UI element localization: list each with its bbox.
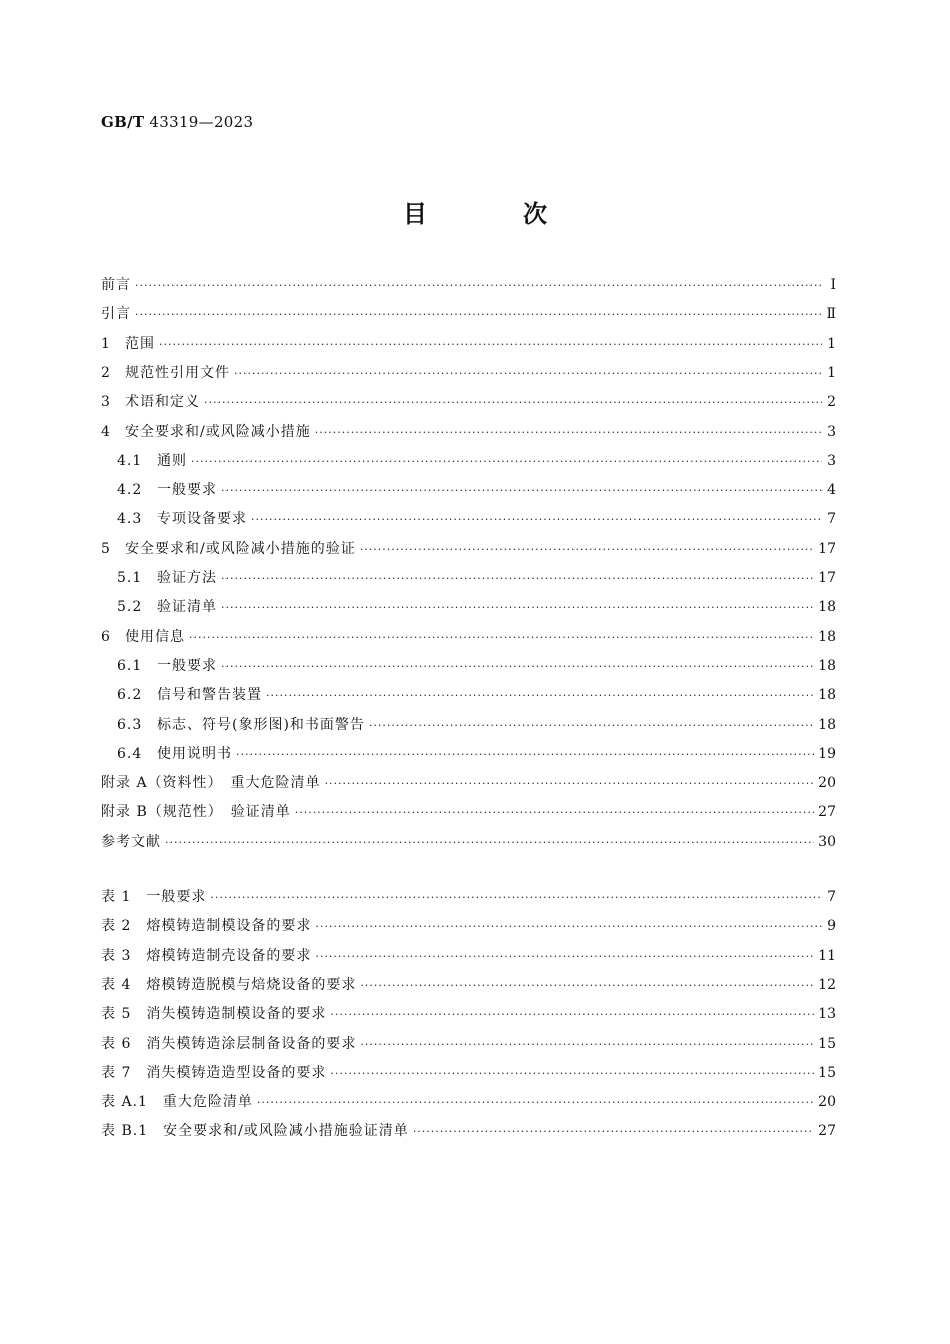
dot-leader (236, 744, 814, 766)
toc-entry-label: 前言 (101, 277, 131, 293)
dot-leader (360, 975, 814, 997)
toc-entry-label: 安全要求和/或风险减小措施的验证 (125, 540, 356, 557)
toc-entry-label: 引言 (101, 306, 131, 323)
toc-entry-title (101, 714, 365, 736)
dot-leader (135, 275, 822, 297)
toc-entry-label: 附录 B（规范性） 验证清单 (101, 804, 291, 821)
dot-leader (369, 715, 814, 737)
toc-entry-number: 6.1 (117, 657, 143, 674)
table-list-entry[interactable] (101, 1003, 836, 1025)
dot-leader (221, 568, 814, 590)
dot-leader (315, 916, 822, 938)
toc-entry-title (101, 743, 232, 765)
toc-entry-page: 4 (827, 482, 836, 499)
dot-leader (234, 363, 822, 385)
toc-entry-title (101, 538, 356, 560)
table-list-page: 13 (818, 1006, 836, 1023)
toc-entry-label: 验证清单 (157, 599, 217, 616)
toc-entry-page: 19 (818, 745, 836, 762)
toc-entry-title (101, 479, 217, 501)
table-list-entry[interactable] (101, 1033, 836, 1055)
toc-entry-page: Ⅱ (826, 306, 836, 323)
toc-entry-number: 6.3 (117, 716, 143, 733)
toc-entry-label: 范围 (125, 335, 155, 352)
toc-entry-number: 6.4 (117, 745, 143, 762)
toc-entry[interactable] (101, 303, 836, 325)
dot-leader (325, 773, 815, 795)
toc-entry-number: 4.1 (117, 452, 143, 469)
toc-entry[interactable] (101, 684, 836, 706)
dot-leader (204, 392, 822, 414)
toc-entry-label: 术语和定义 (125, 394, 200, 411)
toc-entry-title (101, 391, 200, 413)
dot-leader (221, 480, 822, 502)
table-list-label: 表 3 熔模铸造制壳设备的要求 (101, 947, 312, 964)
toc-entry[interactable] (101, 596, 836, 618)
table-list-page: 15 (818, 1064, 836, 1081)
toc-entry-label: 专项设备要求 (157, 511, 247, 528)
toc-entry-number: 5.2 (117, 599, 143, 616)
table-list-entry[interactable] (101, 886, 836, 908)
dot-leader (251, 509, 822, 531)
table-list-page: 12 (818, 976, 836, 993)
table-list-page: 20 (818, 1094, 836, 1111)
toc-entry-title (101, 831, 161, 853)
toc-entry-label: 验证方法 (157, 570, 217, 586)
dot-leader (315, 946, 814, 968)
toc-entry[interactable] (101, 362, 836, 384)
toc-entry-title (101, 508, 247, 530)
toc-entry-page: 30 (818, 833, 836, 850)
toc-entry-page: 18 (818, 599, 836, 616)
table-list-label: 表 4 熔模铸造脱模与焙烧设备的要求 (101, 976, 357, 993)
toc-entry-label: 信号和警告装置 (157, 687, 262, 704)
table-list-label: 表 B.1 安全要求和/或风险减小措施验证清单 (101, 1123, 409, 1140)
dot-leader (159, 334, 822, 356)
toc-entry-page: 18 (818, 687, 836, 704)
toc-entry-label: 使用说明书 (157, 745, 232, 762)
toc-entry-number: 4.3 (117, 511, 143, 528)
toc-entry-number: 2 (101, 364, 111, 381)
table-list-page: 7 (827, 889, 836, 905)
toc-entry-number: 6.2 (117, 687, 143, 704)
toc-entry-title (101, 421, 311, 443)
toc-entry-page: 20 (818, 775, 836, 792)
toc-entry-page: 17 (818, 540, 836, 557)
toc-entry-number: 1 (101, 335, 111, 352)
toc-entry-title (101, 362, 230, 384)
page-title: 目 次 (403, 199, 583, 228)
toc-entry-title (101, 450, 187, 472)
toc-entry-page: 7 (827, 511, 836, 528)
table-list-label: 表 5 消失模铸造制模设备的要求 (101, 1006, 327, 1023)
dot-leader (257, 1092, 814, 1114)
toc-entry-page: 3 (827, 423, 836, 440)
toc-entry-label: 规范性引用文件 (125, 364, 230, 381)
toc-entry-page: 2 (827, 394, 836, 411)
toc-entry-page: Ⅰ (830, 277, 836, 293)
table-list-label: 表 7 消失模铸造造型设备的要求 (101, 1064, 327, 1081)
dot-leader (330, 1004, 814, 1026)
dot-leader (413, 1121, 814, 1143)
toc-entry-label: 通则 (157, 452, 187, 469)
toc-entry-page: 1 (827, 364, 836, 381)
toc-entry-number: 4.2 (117, 482, 143, 499)
dot-leader (315, 422, 822, 444)
dot-leader (221, 656, 814, 678)
table-list-label: 表 2 熔模铸造制模设备的要求 (101, 918, 312, 935)
toc-entry-title (101, 274, 131, 296)
dot-leader (360, 1034, 814, 1056)
toc-entry-title (101, 596, 217, 618)
toc-entry[interactable] (101, 626, 836, 648)
toc-entry-page: 18 (818, 628, 836, 645)
toc-entry-title (101, 684, 262, 706)
standard-code: 43319—2023 (149, 113, 254, 131)
dot-leader (165, 832, 814, 854)
dot-leader (330, 1063, 814, 1085)
toc-entry-title (101, 567, 217, 589)
table-list-entry[interactable] (101, 1091, 836, 1113)
toc-entry[interactable] (101, 655, 836, 677)
toc-entry-number: 3 (101, 394, 111, 411)
toc-entry[interactable] (101, 831, 836, 853)
toc-entry-number: 5.1 (117, 570, 143, 586)
toc-entry-title (101, 333, 155, 355)
table-list-page: 15 (818, 1035, 836, 1052)
dot-leader (210, 887, 822, 909)
toc-entry[interactable] (101, 421, 836, 443)
toc-entry[interactable] (101, 567, 836, 589)
table-list-label: 表 1 一般要求 (101, 889, 207, 905)
table-list-label: 表 A.1 重大危险清单 (101, 1094, 253, 1111)
toc-entry-label: 使用信息 (125, 628, 185, 645)
toc-entry-label: 一般要求 (157, 482, 217, 499)
toc-entry[interactable] (101, 274, 836, 296)
dot-leader (221, 597, 814, 619)
toc-entry[interactable] (101, 333, 836, 355)
toc-entry-page: 1 (827, 335, 836, 352)
table-list-label: 表 6 消失模铸造涂层制备设备的要求 (101, 1035, 357, 1052)
toc-entry[interactable] (101, 772, 836, 794)
table-list-page: 27 (818, 1123, 836, 1140)
toc-entry[interactable] (101, 743, 836, 765)
toc-entry-label: 附录 A（资料性） 重大危险清单 (101, 775, 321, 792)
toc-entry-page: 17 (818, 570, 836, 586)
dot-leader (360, 539, 814, 561)
dot-leader (191, 451, 822, 473)
table-list-page: 11 (818, 947, 836, 964)
toc-entry-title (101, 801, 291, 823)
toc-entry[interactable] (101, 479, 836, 501)
toc-entry[interactable] (101, 508, 836, 530)
standard-number (101, 113, 253, 131)
table-list-entry[interactable] (101, 1120, 836, 1142)
table-list-page: 9 (827, 918, 836, 935)
toc-entry[interactable] (101, 450, 836, 472)
toc-entry-label: 参考文献 (101, 833, 161, 850)
dot-leader (189, 627, 814, 649)
toc-entry-title (101, 772, 321, 794)
toc-entry-number: 6 (101, 628, 111, 645)
table-list-entry[interactable] (101, 974, 836, 996)
toc-entry-label: 一般要求 (157, 657, 217, 674)
table-list-entry[interactable] (101, 945, 836, 967)
toc-entry-title (101, 303, 131, 325)
toc-entry-page: 18 (818, 716, 836, 733)
toc-entry[interactable] (101, 801, 836, 823)
toc-entry-title (101, 655, 217, 677)
toc-entry-page: 3 (827, 452, 836, 469)
standard-prefix: GB/T (101, 113, 145, 131)
dot-leader (135, 304, 822, 326)
toc-entry[interactable] (101, 538, 836, 560)
table-list-entry[interactable] (101, 915, 836, 937)
toc-entry-number: 4 (101, 423, 111, 440)
toc-entry-title (101, 626, 185, 648)
table-list-entry[interactable] (101, 1062, 836, 1084)
toc-entry-label: 标志、符号(象形图)和书面警告 (157, 716, 365, 733)
dot-leader (295, 802, 814, 824)
dot-leader (266, 685, 814, 707)
toc-entry-number: 5 (101, 540, 111, 557)
toc-entry[interactable] (101, 391, 836, 413)
toc-entry-page: 27 (818, 804, 836, 821)
toc-entry[interactable] (101, 714, 836, 736)
toc-entry-page: 18 (818, 657, 836, 674)
toc-entry-label: 安全要求和/或风险减小措施 (125, 423, 311, 440)
